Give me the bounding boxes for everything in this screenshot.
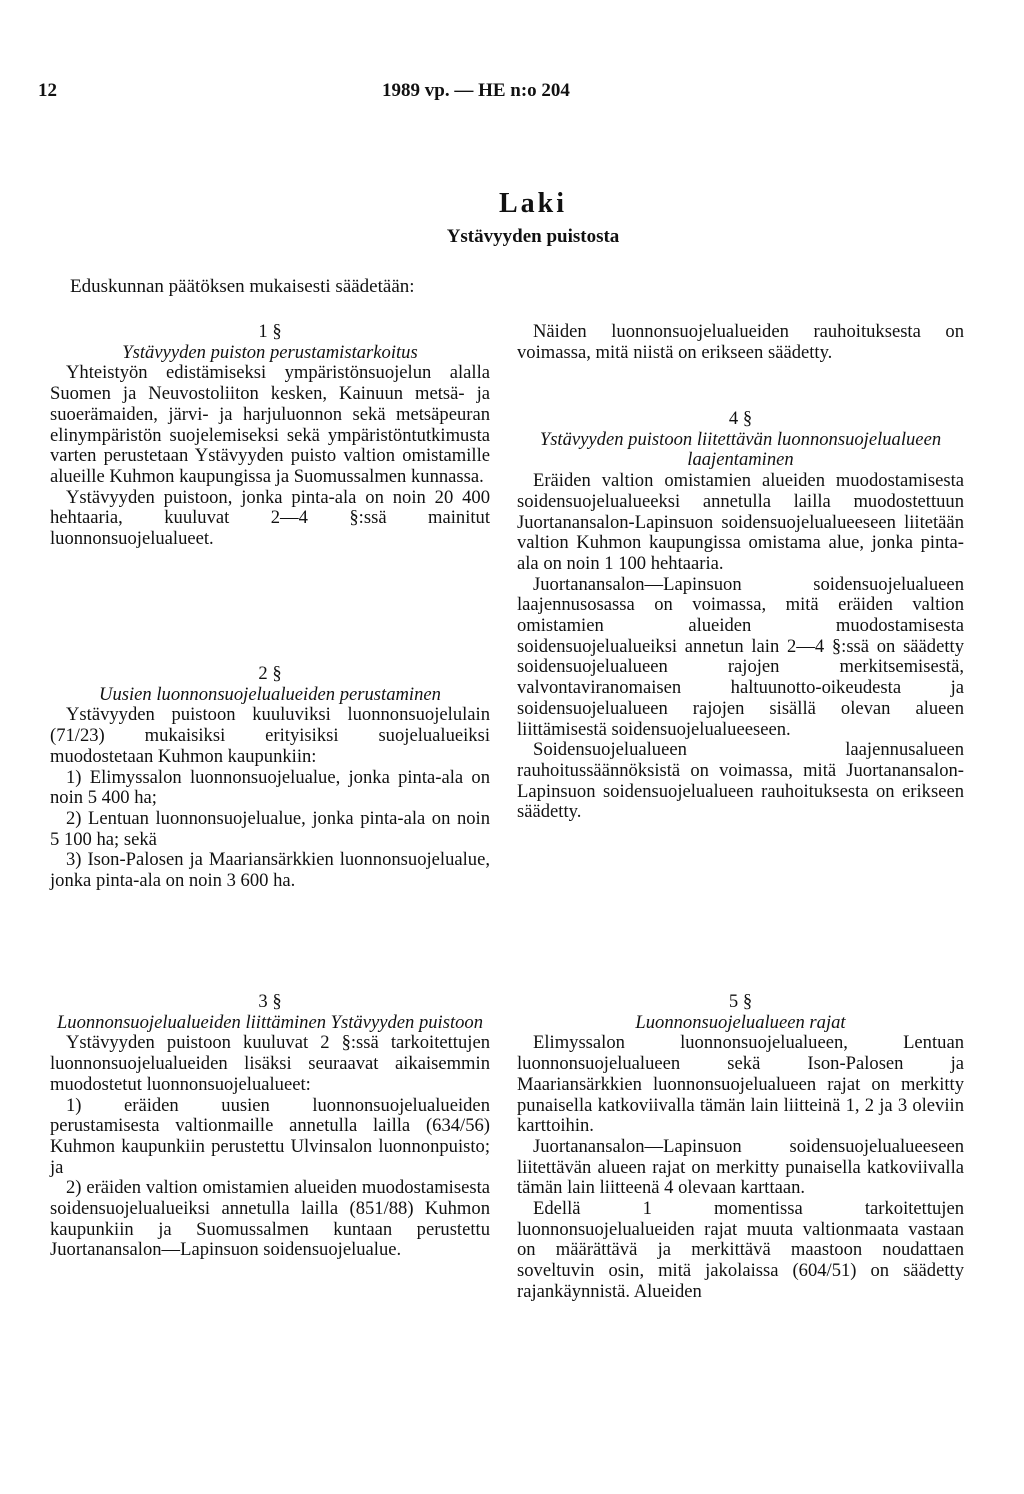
section-title: Ystävyyden puiston perustamistarkoitus xyxy=(122,341,418,363)
paragraph: Eräiden valtion omistamien alueiden muodostamisesta soidensuojelualueeksi annetulla lailla muodostettuun Juortanansalon-Lapinsuon soidensuojelualueeseen liitetään valtion Kuhmon kaupungissa omistama alue, jonka pinta-ala on noin 1 100 hehtaaria. xyxy=(517,470,964,574)
section-number: 4 § xyxy=(728,408,753,429)
section-title: Ystävyyden puistoon liitettävän luonnonsuojelualueen laajentaminen xyxy=(539,428,942,471)
section-4 xyxy=(517,409,964,823)
section-title: Luonnonsuojelualueiden liittäminen Ystävyyden puistoon xyxy=(56,1011,484,1033)
paragraph: Elimyssalon luonnonsuojelualueen, Lentuan luonnonsuojelualueen sekä Ison-Palosen ja Maariansärkkien luonnonsuojelualueen rajat on merkitty punaisella katkoviivalla tämän lain liitteinä 1, 2 ja 3 oleviin karttoihin. xyxy=(517,1032,964,1137)
paragraph: Juortanansalon—Lapinsuon soidensuojelualueen laajennusosassa on voimassa, mitä eräiden valtion omistamien alueiden muodostamisesta soidensuojelualueiksi annetun lain 2—4 §:ssä on säädetty soidensuojelualueen rajojen merkitsemisestä, valvontaviranomaisen haltuunotto-oikeudesta ja soidensuojelualueen rajojen sisällä olevan alueen liittämisestä soidensuojelualueeseen. xyxy=(517,573,964,740)
paragraph: Juortanansalon—Lapinsuon soidensuojelualueeseen liitettävän alueen rajat on merkitty punaisella katkoviivalla tämän lain liitteenä 4 olevaan karttaan. xyxy=(517,1135,964,1199)
section-title: Luonnonsuojelualueen rajat xyxy=(635,1011,846,1033)
paragraph: Ystävyyden puistoon kuuluviksi luonnonsuojelulain (71/23) mukaisiksi erityisiksi suojelualueiksi muodostetaan Kuhmon kaupunkiin: xyxy=(50,704,490,767)
paragraph: 2) eräiden valtion omistamien alueiden muodostamisesta soidensuojelualueiksi annetulla lailla (851/88) Kuhmon kaupunkiin ja Suomussalmen kuntaan perustettu Juortanansalon—Lapinsuon soidensuojelualue. xyxy=(50,1177,490,1261)
paragraph: 2) Lentuan luonnonsuojelualue, jonka pinta-ala on noin 5 100 ha; sekä xyxy=(50,807,490,850)
paragraph: 3) Ison-Palosen ja Maariansärkkien luonnonsuojelualue, jonka pinta-ala on noin 3 600 ha. xyxy=(50,849,490,892)
section-5 xyxy=(517,992,964,1303)
paragraph: Edellä 1 momentissa tarkoitettujen luonnonsuojelualueiden rajat muuta valtionmaata vastaan on määrättävä ja merkittävä maastoon noudattaen soveltuvin osin, mitä jakolaissa (604/51) on säädetty rajankäynnistä. Alueiden xyxy=(517,1198,964,1302)
section-number: 3 § xyxy=(258,991,282,1012)
section-number: 2 § xyxy=(258,663,282,684)
document-subtitle: Ystävyyden puistosta xyxy=(446,226,620,247)
running-title: 1989 vp. — HE n:o 204 xyxy=(382,80,570,101)
page-number: 12 xyxy=(38,80,57,101)
section-number: 5 § xyxy=(728,991,753,1012)
paragraph: Yhteistyön edistämiseksi ympäristönsuojelun alalla Suomen ja Neuvostoliiton kesken, Kainuun metsä- ja suoerämaiden, järvi- ja harjuluonnon sekä metsäpeuran elinympäristön suojelemiseksi sekä ympäristöntutkimusta varten perustetaan Ystävyyden puisto valtion omistamille alueille Kuhmon kaupungissa ja Suomussalmen kunnassa. xyxy=(50,362,490,487)
section-1 xyxy=(50,322,490,550)
page-header xyxy=(0,80,1024,104)
paragraph: Ystävyyden puistoon, jonka pinta-ala on noin 20 400 hehtaaria, kuuluvat 2—4 §:ssä mainitut luonnonsuojelualueet. xyxy=(50,486,490,550)
enacting-clause: Eduskunnan päätöksen mukaisesti säädetään: xyxy=(70,276,415,297)
section-number: 1 § xyxy=(258,321,282,342)
section-3 xyxy=(50,992,490,1261)
paragraph: 1) Elimyssalon luonnonsuojelualue, jonka pinta-ala on noin 5 400 ha; xyxy=(50,766,490,809)
paragraph: Soidensuojelualueen laajennusalueen rauhoitussäännöksistä on voimassa, mitä Juortanansalon-Lapinsuon soidensuojelualueen rauhoituksesta on erikseen säädetty. xyxy=(517,739,964,823)
paragraph: 1) eräiden uusien luonnonsuojelualueiden perustamisesta valtionmaille annetulla lailla (634/56) Kuhmon kaupunkiin perustettu Ulvinsalon luonnonpuisto; ja xyxy=(50,1094,490,1178)
document-title: Laki xyxy=(498,188,568,219)
paragraph: Ystävyyden puistoon kuuluvat 2 §:ssä tarkoitettujen luonnonsuojelualueiden lisäksi seuraavat aikaisemmin muodostetut luonnonsuojelualueet: xyxy=(50,1032,490,1095)
section-2 xyxy=(50,664,490,892)
paragraph: Näiden luonnonsuojelualueiden rauhoituksesta on voimassa, mitä niistä on erikseen säädetty. xyxy=(517,321,964,363)
section-title: Uusien luonnonsuojelualueiden perustaminen xyxy=(99,683,441,705)
section-3-continued xyxy=(517,322,964,363)
